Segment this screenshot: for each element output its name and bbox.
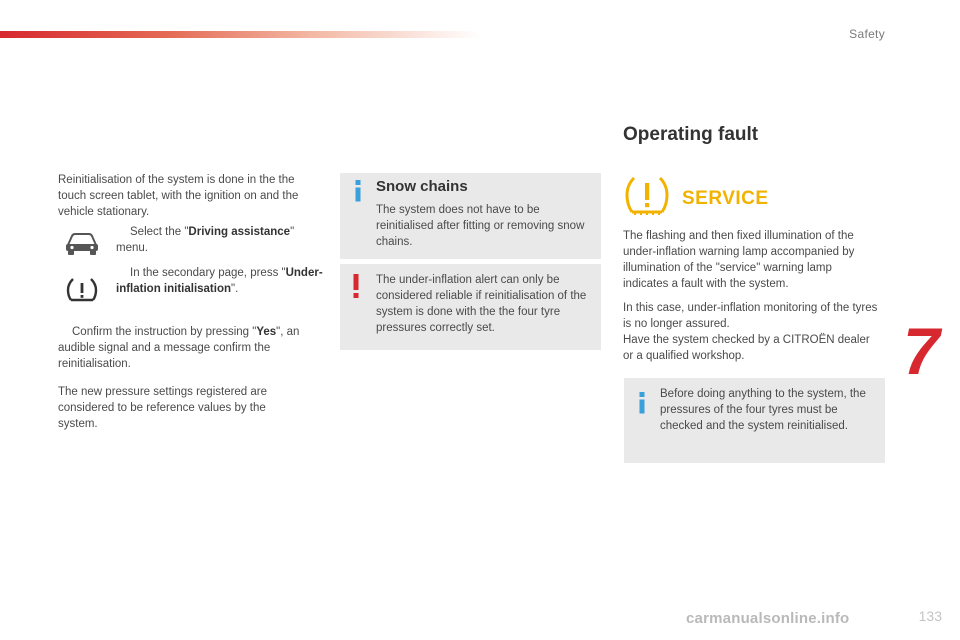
step-confirm-yes: Confirm the instruction by pressing "Yes", an audible signal and a message confirm the reinitialisation. — [58, 326, 300, 370]
watermark: carmanualsonline.info — [686, 610, 850, 627]
operating-fault-para1: The flashing and then fixed illumination of the under-inflation warning lamp accompanied by illumination of the "service" warning lamp indicates a fault with the system. — [623, 230, 855, 290]
header-color-bar — [0, 31, 480, 38]
step-select-driving-assistance: Select the "Driving assistance" menu. — [116, 226, 295, 254]
snow-chains-text: The system does not have to be reinitialised after fitting or removing snow chains. — [376, 204, 585, 248]
chapter-number: 7 — [903, 314, 940, 388]
tyre-warning-icon — [627, 178, 667, 215]
service-lamp-label: SERVICE — [682, 188, 769, 209]
page-number: 133 — [918, 608, 942, 624]
step-under-inflation-initialisation: In the secondary page, press "Under-inflation initialisation". — [116, 267, 323, 295]
section-title: Safety — [849, 27, 885, 41]
intro-paragraph: Reinitialisation of the system is done in the the touch screen tablet, with the ignition on and the vehicle stationary. — [58, 174, 299, 218]
operating-fault-para3: Have the system checked by a CITROËN dealer or a qualified workshop. — [623, 334, 870, 362]
closing-paragraph: The new pressure settings registered are considered to be reference values by the system. — [58, 386, 268, 430]
tyre-pressure-icon — [66, 276, 98, 304]
alert-text: The under-inflation alert can only be considered reliable if reinitialisation of the system is done with the the four tyre pressures correctly set. — [376, 274, 587, 334]
note-text: Before doing anything to the system, the pressures of the four tyres must be checked and the system reinitialised. — [660, 388, 866, 432]
car-icon — [64, 230, 100, 256]
warning-lamps — [624, 174, 769, 218]
exclamation-icon — [352, 274, 360, 298]
snow-chains-title: Snow chains — [376, 178, 468, 195]
operating-fault-para2: In this case, under-inflation monitoring of the tyres is no longer assured. — [623, 302, 878, 330]
operating-fault-heading: Operating fault — [623, 124, 759, 145]
info-icon — [636, 392, 648, 414]
info-icon — [352, 180, 364, 202]
